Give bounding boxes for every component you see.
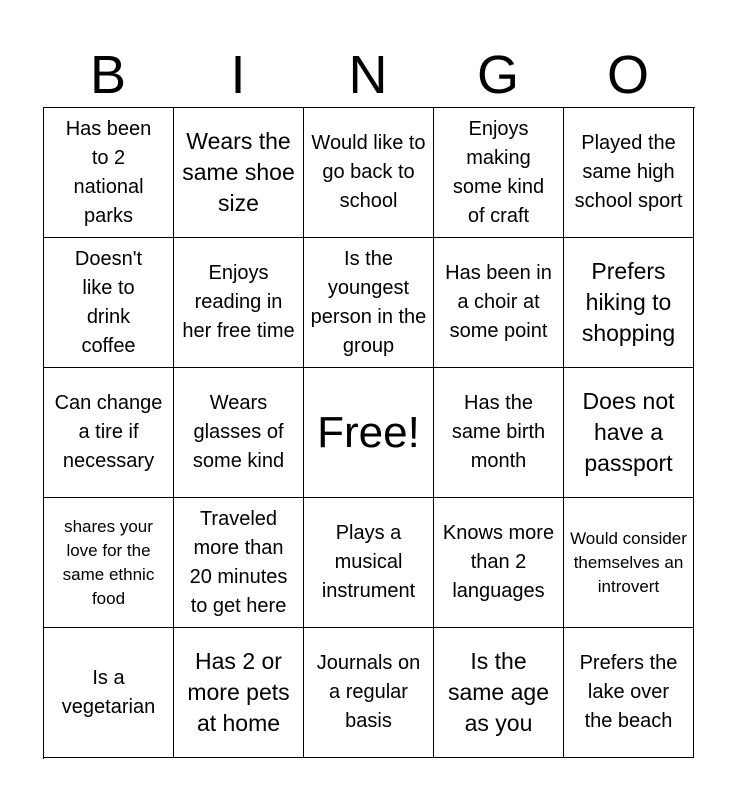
cell-text: Plays a musical instrument <box>321 522 416 602</box>
bingo-cell[interactable] <box>564 238 694 368</box>
bingo-cell[interactable] <box>304 238 434 368</box>
bingo-cell[interactable] <box>434 498 564 628</box>
cell-text: Is the youngest person in the group <box>310 247 427 357</box>
cell-text: Enjoys reading in her free time <box>182 262 295 342</box>
bingo-cell[interactable] <box>304 108 434 238</box>
bingo-cell[interactable] <box>564 628 694 758</box>
cell-text: Prefers the lake over the beach <box>579 652 678 732</box>
cell-text: Knows more than 2 languages <box>442 522 555 602</box>
header-letter-i: I <box>230 45 246 105</box>
bingo-cell[interactable] <box>434 108 564 238</box>
bingo-cell[interactable] <box>44 498 174 628</box>
header-letter-o: O <box>606 45 649 105</box>
bingo-cell[interactable] <box>564 108 694 238</box>
cell-text: Wears the same shoe size <box>182 128 295 216</box>
cell-text: Is the same age as you <box>447 648 549 736</box>
header-letter-n: N <box>348 45 388 105</box>
cell-text: Has the same birth month <box>451 392 546 472</box>
cell-text: Wears glasses of some kind <box>192 392 285 472</box>
bingo-cell[interactable] <box>174 368 304 498</box>
cell-text: Would like to go back to school <box>311 132 426 212</box>
cell-text: Has 2 or more pets at home <box>187 648 290 736</box>
cell-text: Journals on a regular basis <box>316 652 421 732</box>
bingo-board <box>43 107 695 759</box>
bingo-header <box>43 44 693 106</box>
bingo-cell[interactable] <box>564 368 694 498</box>
cell-text: shares your love for the same ethnic food <box>62 516 155 608</box>
cell-text: Played the same high school sport <box>574 132 683 212</box>
cell-text: Is a vegetarian <box>61 666 156 718</box>
bingo-cell[interactable] <box>174 498 304 628</box>
bingo-cell[interactable] <box>174 238 304 368</box>
bingo-cell[interactable] <box>434 628 564 758</box>
bingo-cell[interactable] <box>564 498 694 628</box>
bingo-cell[interactable] <box>174 108 304 238</box>
cell-text: Doesn't like to drink coffee <box>74 247 143 357</box>
free-space-cell[interactable] <box>304 368 434 498</box>
bingo-cell[interactable] <box>44 628 174 758</box>
bingo-cell[interactable] <box>434 238 564 368</box>
bingo-cell[interactable] <box>44 108 174 238</box>
cell-text: Does not have a passport <box>582 388 675 476</box>
cell-text: Prefers hiking to shopping <box>581 258 676 346</box>
bingo-cell[interactable] <box>434 368 564 498</box>
cell-text: Traveled more than 20 minutes to get here <box>189 507 288 617</box>
cell-text: Has been in a choir at some point <box>445 262 552 342</box>
bingo-cell[interactable] <box>304 498 434 628</box>
header-letter-g: G <box>476 45 519 105</box>
bingo-cell[interactable] <box>304 628 434 758</box>
cell-text: Has been to 2 national parks <box>65 117 152 227</box>
cell-text: Would consider themselves an introvert <box>570 528 687 596</box>
free-space-text: Free! <box>317 407 420 457</box>
header-letter-b: B <box>89 45 127 105</box>
cell-text: Enjoys making some kind of craft <box>452 117 545 227</box>
bingo-cell[interactable] <box>44 238 174 368</box>
bingo-cell[interactable] <box>174 628 304 758</box>
bingo-cell[interactable] <box>44 368 174 498</box>
cell-text: Can change a tire if necessary <box>54 392 163 472</box>
